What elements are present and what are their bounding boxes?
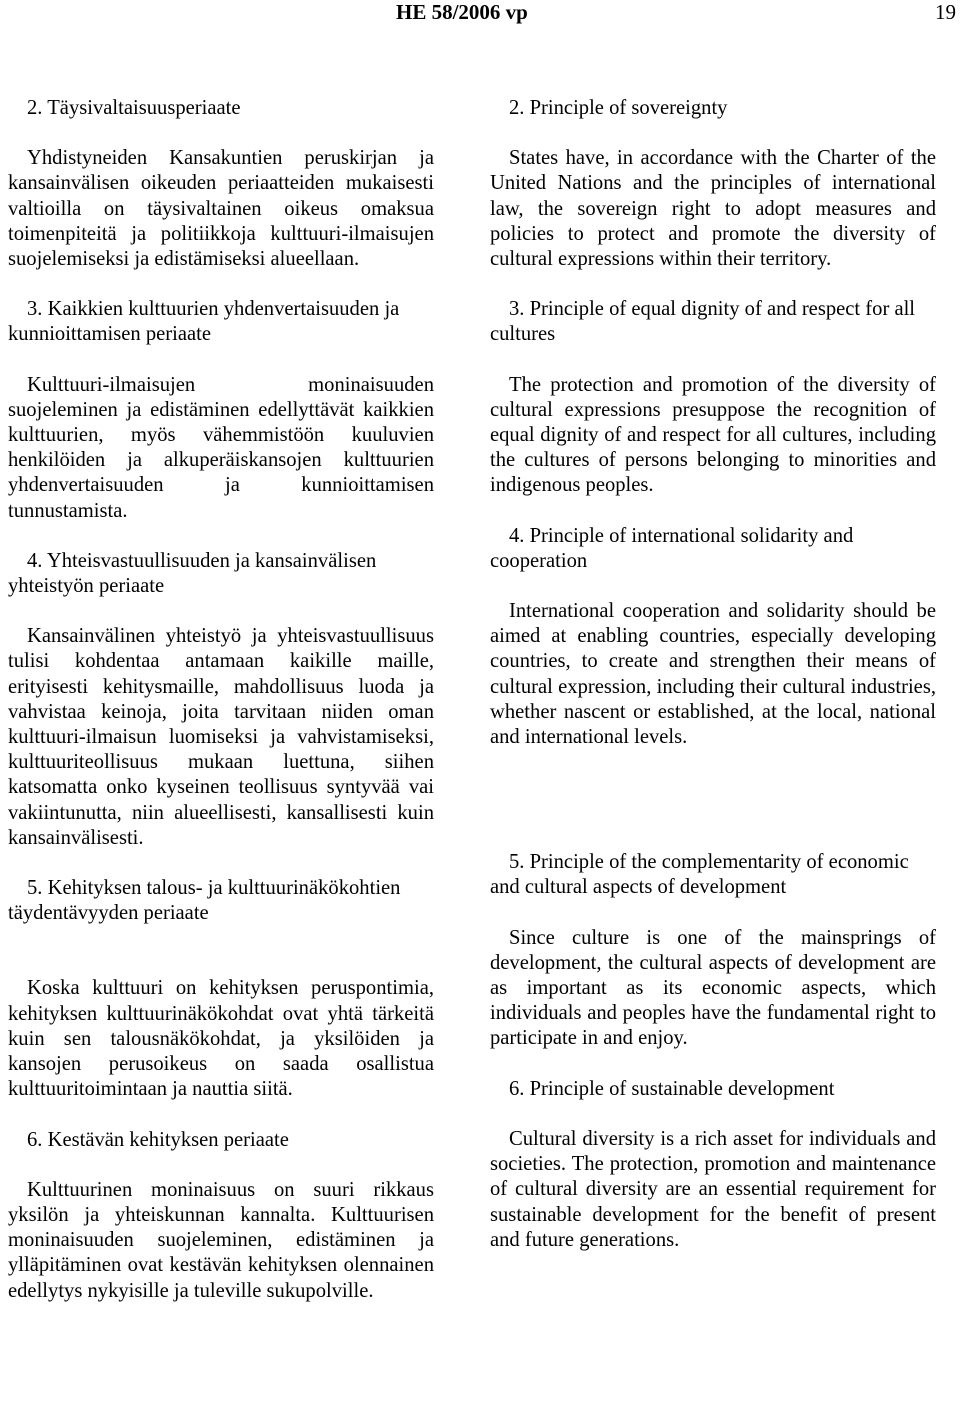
en-section-5-body: Since culture is one of the mainsprings of development, the cultural aspects of development are as important as its economic aspects, which individuals and peoples have the fundamental right to participate in and enjoy. xyxy=(490,926,936,1050)
fi-section-4-heading: 4. Yhteisvastuullisuuden ja kansainvälisen yhteistyön periaate xyxy=(8,549,377,598)
page-header xyxy=(0,0,960,30)
en-section-3-heading: 3. Principle of equal dignity of and respect for all cultures xyxy=(490,298,916,346)
fi-section-5-heading: 5. Kehityksen talous- ja kulttuurinäkökohtien täydentävyyden periaate xyxy=(8,877,401,925)
en-section-3-body: The protection and promotion of the diversity of cultural expressions presuppose the recognition of equal dignity of and respect for all cultures, including the cultures of persons belonging to minorities and indigenous peoples. xyxy=(490,373,936,497)
fi-section-2-heading: 2. Täysivaltaisuusperiaate xyxy=(27,97,241,119)
page-number: 19 xyxy=(935,0,956,24)
fi-section-5-body: Koska kulttuuri on kehityksen peruspontimia, kehityksen kulttuurinäkökohdat ovat yhtä tärkeitä kuin sen talousnäkökohdat, ja yksilöiden ja kansojen perusoikeus on saada osallistua kulttuuritoimintaan ja nauttia siitä. xyxy=(8,977,434,1101)
fi-section-3-body: Kulttuuri-ilmaisujen moninaisuuden suojeleminen ja edistäminen edellyttävät kaikkien kulttuurien, myös vähemmistöön kuuluvien henkilöiden ja alkuperäiskansojen kulttuurien yhdenvertaisuuden ja kunnioittamisen tunnustamista. xyxy=(8,373,434,522)
fi-section-6-heading: 6. Kestävän kehityksen periaate xyxy=(27,1128,289,1151)
en-section-6-heading: 6. Principle of sustainable development xyxy=(509,1077,835,1100)
en-section-5-heading: 5. Principle of the complementarity of economic and cultural aspects of development xyxy=(490,851,909,899)
fi-section-2-body: Yhdistyneiden Kansakuntien peruskirjan ja kansainvälisen oikeuden periaatteiden mukaisesti valtioilla on täysivaltainen oikeus omaksua toimenpiteitä ja politiikkoja kulttuuri-ilmaisujen suojelemiseksi ja edistämiseksi alueellaan. xyxy=(8,147,434,271)
en-section-2-body: States have, in accordance with the Charter of the United Nations and the principles of international law, the sovereign right to adopt measures and policies to protect and promote the diversity of cultural expressions within their territory. xyxy=(490,147,936,271)
fi-section-6-body: Kulttuurinen moninaisuus on suuri rikkaus yksilön ja yhteiskunnan kannalta. Kulttuurisen moninaisuuden suojeleminen, edistäminen ja ylläpitäminen ovat kestävän kehityksen olennainen edellytys nykyisille ja tuleville sukupolville. xyxy=(8,1178,434,1302)
document-id: HE 58/2006 vp xyxy=(396,0,528,24)
en-section-4-body: International cooperation and solidarity should be aimed at enabling countries, especially developing countries, to create and strengthen their means of cultural expression, including their cultural industries, whether nascent or established, at the local, national and international levels. xyxy=(490,600,936,749)
english-column xyxy=(490,96,936,1253)
en-section-2-heading: 2. Principle of sovereignty xyxy=(509,97,728,119)
en-section-6-body: Cultural diversity is a rich asset for individuals and societies. The protection, promotion and maintenance of cultural diversity are an essential requirement for sustainable development for the benefit of present and future generations. xyxy=(490,1127,936,1251)
en-section-4-heading: 4. Principle of international solidarity and cooperation xyxy=(490,524,854,572)
fi-section-3-heading: 3. Kaikkien kulttuurien yhdenvertaisuuden ja kunnioittamisen periaate xyxy=(8,298,400,346)
finnish-column xyxy=(8,96,434,1304)
fi-section-4-body: Kansainvälinen yhteistyö ja yhteisvastuullisuus tulisi kohdentaa antamaan kaikille maille, erityisesti kehitysmaille, mahdollisuus luoda ja vahvistaa keinoja, joita tarvitaan niiden oman kulttuuri-ilmaisun luomiseksi ja vahvistamiseksi, kulttuuriteollisuus mukaan luettuna, siihen katsomatta onko kyseinen teollisuus syntyvää vai vakiintunutta, niin alueellisesti, kansallisesti kuin kansainvälisesti. xyxy=(8,625,434,849)
